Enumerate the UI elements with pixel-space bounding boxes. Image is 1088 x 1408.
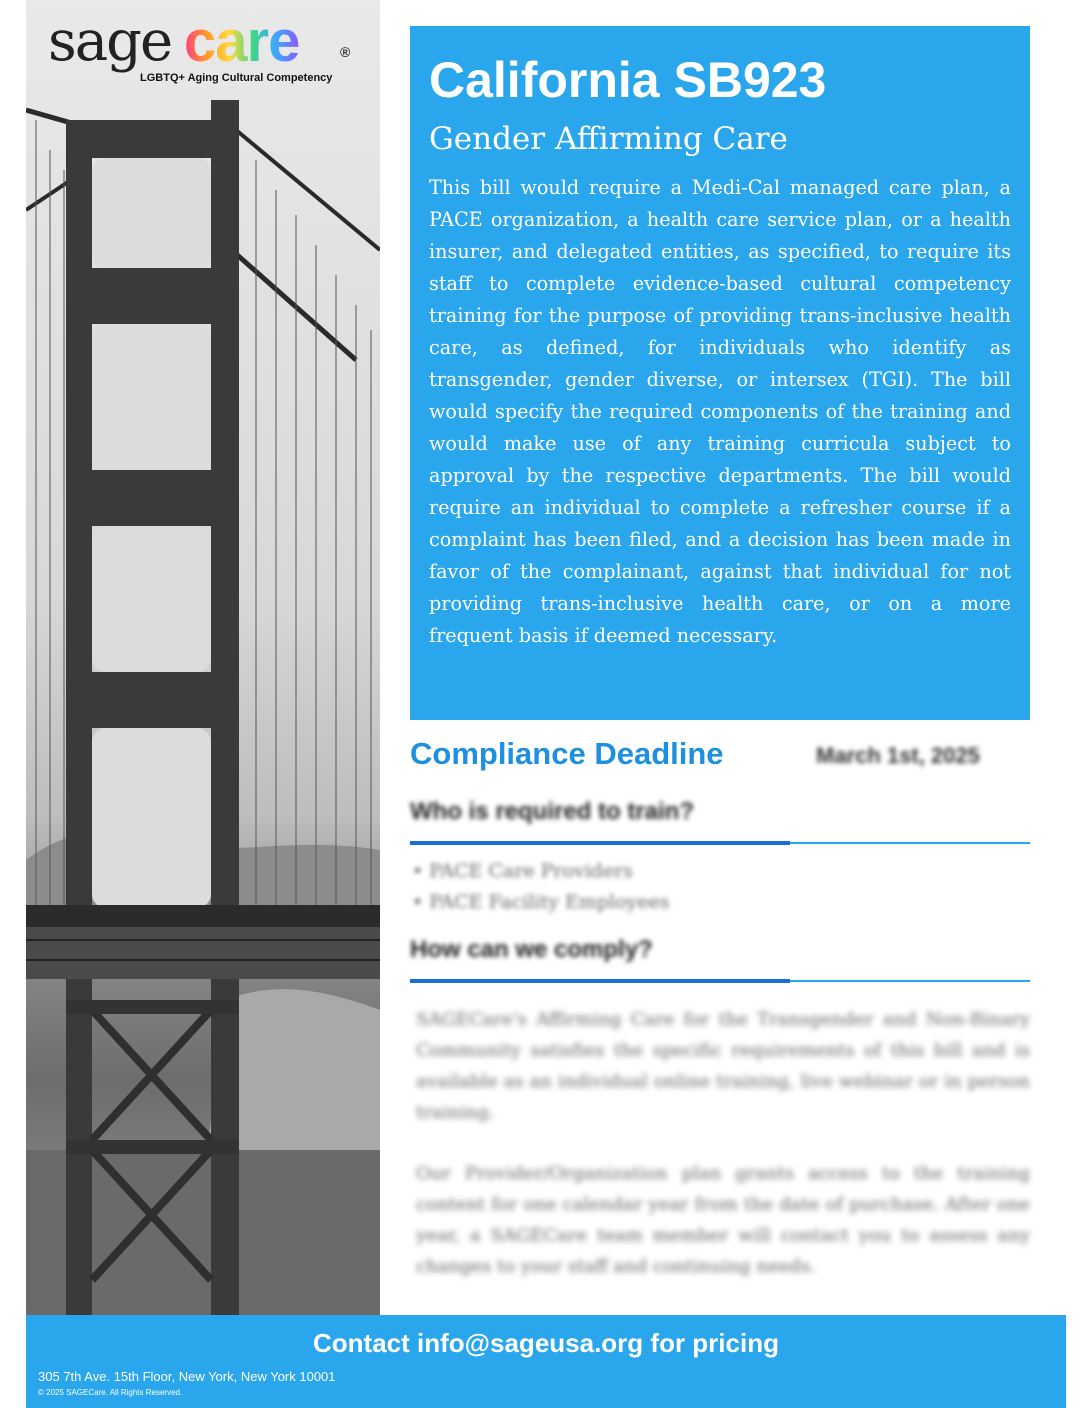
logo-word-care: care xyxy=(184,9,300,74)
section-divider xyxy=(410,842,1030,844)
footer-bar xyxy=(26,1315,1066,1408)
logo-tagline: LGBTQ+ Aging Cultural Competency xyxy=(140,72,333,84)
footer-address: 305 7th Ave. 15th Floor, New York, New York 10001 xyxy=(38,1369,336,1384)
bill-summary-card xyxy=(410,26,1030,720)
who-required-heading: Who is required to train? xyxy=(410,798,695,825)
list-item-text: PACE Facility Employees xyxy=(429,891,670,913)
bill-description: This bill would require a Medi-Cal managed care plan, a PACE organization, a health care service plan, or a health insurer, and delegated entities, as specified, to require its staff to complete evidence-based cultural competency training for the purpose of providing trans-inclusive health care, as defined, for individuals who identify as transgender, gender diverse, or intersex (TGI). The bill would specify the required components of the training and would make use of any training curricula subject to approval by the respective departments. The bill would require an individual to complete a refresher course if a complaint has been filed, and a decision has been made in favor of the complainant, against that individual for not providing trans-inclusive health care, or on a more frequent basis if deemed necessary. xyxy=(429,176,1011,647)
list-item: • PACE Facility Employees xyxy=(412,891,670,913)
logo-word-sage: sage xyxy=(48,9,172,74)
section-divider xyxy=(410,980,1030,982)
compliance-deadline-date: March 1st, 2025 xyxy=(816,743,980,768)
golden-gate-bridge-illustration xyxy=(26,0,380,1318)
footer-copyright: © 2025 SAGECare. All Rights Reserved. xyxy=(38,1388,183,1397)
contact-pricing-text: Contact info@sageusa.org for pricing xyxy=(313,1328,779,1358)
how-comply-paragraph-2: Our Provider/Organization plan grants access to the training content for one calendar year from the date of purchase. After one year, a SAGECare team member will contact you to assess any changes to your staff and continuing needs. xyxy=(416,1163,1030,1277)
bridge-photo xyxy=(26,0,380,1318)
page-subtitle: Gender Affirming Care xyxy=(429,121,788,157)
who-required-list xyxy=(412,856,670,918)
page-title: California SB923 xyxy=(429,52,827,108)
compliance-deadline-label: Compliance Deadline xyxy=(410,736,724,771)
how-comply-paragraph-1: SAGECare's Affirming Care for the Transgender and Non-Binary Community satisfies the specific requirements of this bill and is available as an individual online training, live webinar or in person training. xyxy=(416,1009,1030,1123)
sagecare-logo xyxy=(48,9,368,94)
how-comply-heading: How can we comply? xyxy=(410,936,653,963)
logo-registered-mark: ® xyxy=(340,44,351,60)
list-item-text: PACE Care Providers xyxy=(429,860,634,882)
list-item: • PACE Care Providers xyxy=(412,860,634,882)
